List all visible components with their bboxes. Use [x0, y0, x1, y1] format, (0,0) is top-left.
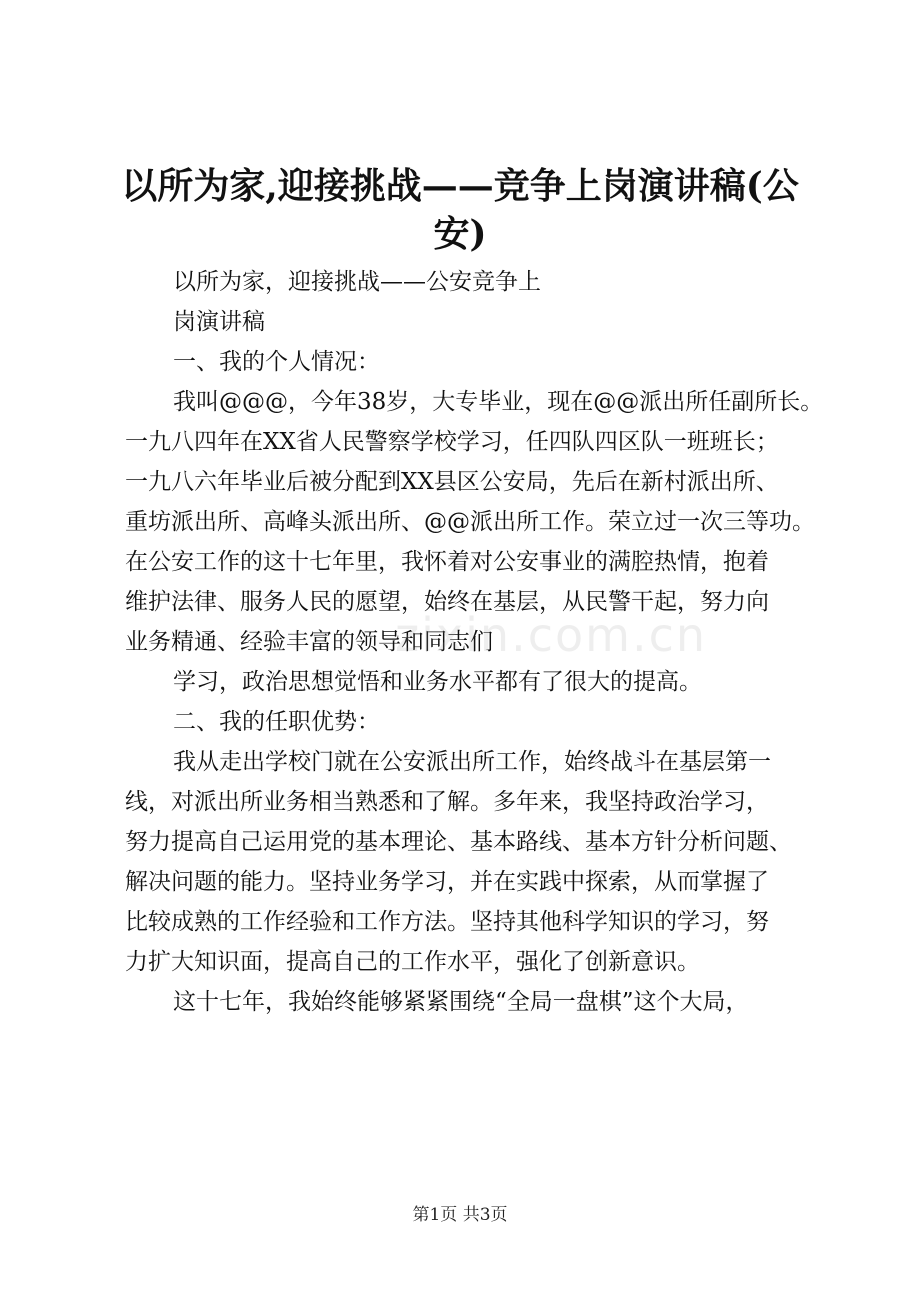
body-line: 维护法律、服务人民的愿望，始终在基层，从民警干起，努力向	[125, 589, 769, 615]
watermark: zixin.com.cn	[395, 608, 708, 662]
body-line: 学习，政治思想觉悟和业务水平都有了很大的提高。	[173, 669, 702, 695]
body-line: 解决问题的能力。坚持业务学习，并在实践中探索，从而掌握了	[125, 869, 769, 895]
body-line: 力扩大知识面，提高自己的工作水平，强化了创新意识。	[125, 949, 700, 975]
body-line: 以所为家，迎接挑战——公安竞争上	[173, 269, 541, 295]
body-line: 比较成熟的工作经验和工作方法。坚持其他科学知识的学习，努	[125, 909, 769, 935]
document-title	[100, 162, 820, 258]
title-line: 安)	[433, 213, 487, 255]
section-heading: 一、我的个人情况：	[173, 349, 380, 375]
body-line: 努力提高自己运用党的基本理论、基本路线、基本方针分析问题、	[125, 829, 792, 855]
body-line: 我从走出学校门就在公安派出所工作，始终战斗在基层第一	[173, 749, 771, 775]
body-line: 一九八六年毕业后被分配到XX县区公安局，先后在新村派出所、	[125, 469, 779, 495]
body-line: 重坊派出所、高峰头派出所、@@派出所工作。荣立过一次三等功。	[125, 509, 815, 535]
body-line: 一九八四年在XX省人民警察学校学习，任四队四区队一班班长；	[125, 429, 779, 455]
page-footer: 第1页 共3页	[412, 1205, 508, 1225]
body-line: 在公安工作的这十七年里，我怀着对公安事业的满腔热情，抱着	[125, 549, 769, 575]
title-line: 以所为家,迎接挑战——竞争上岗演讲稿(公	[121, 165, 799, 207]
body-line: 线，对派出所业务相当熟悉和了解。多年来，我坚持政治学习，	[125, 789, 769, 815]
body-line: 业务精通、经验丰富的领导和同志们	[125, 629, 493, 655]
body-line: 岗演讲稿	[173, 309, 265, 335]
body-line: 我叫@@@，今年38岁，大专毕业，现在@@派出所任副所长。	[173, 389, 824, 415]
document-body	[125, 262, 825, 1022]
body-line: 这十七年，我始终能够紧紧围绕“全局一盘棋”这个大局，	[173, 989, 749, 1015]
section-heading: 二、我的任职优势：	[173, 709, 380, 735]
